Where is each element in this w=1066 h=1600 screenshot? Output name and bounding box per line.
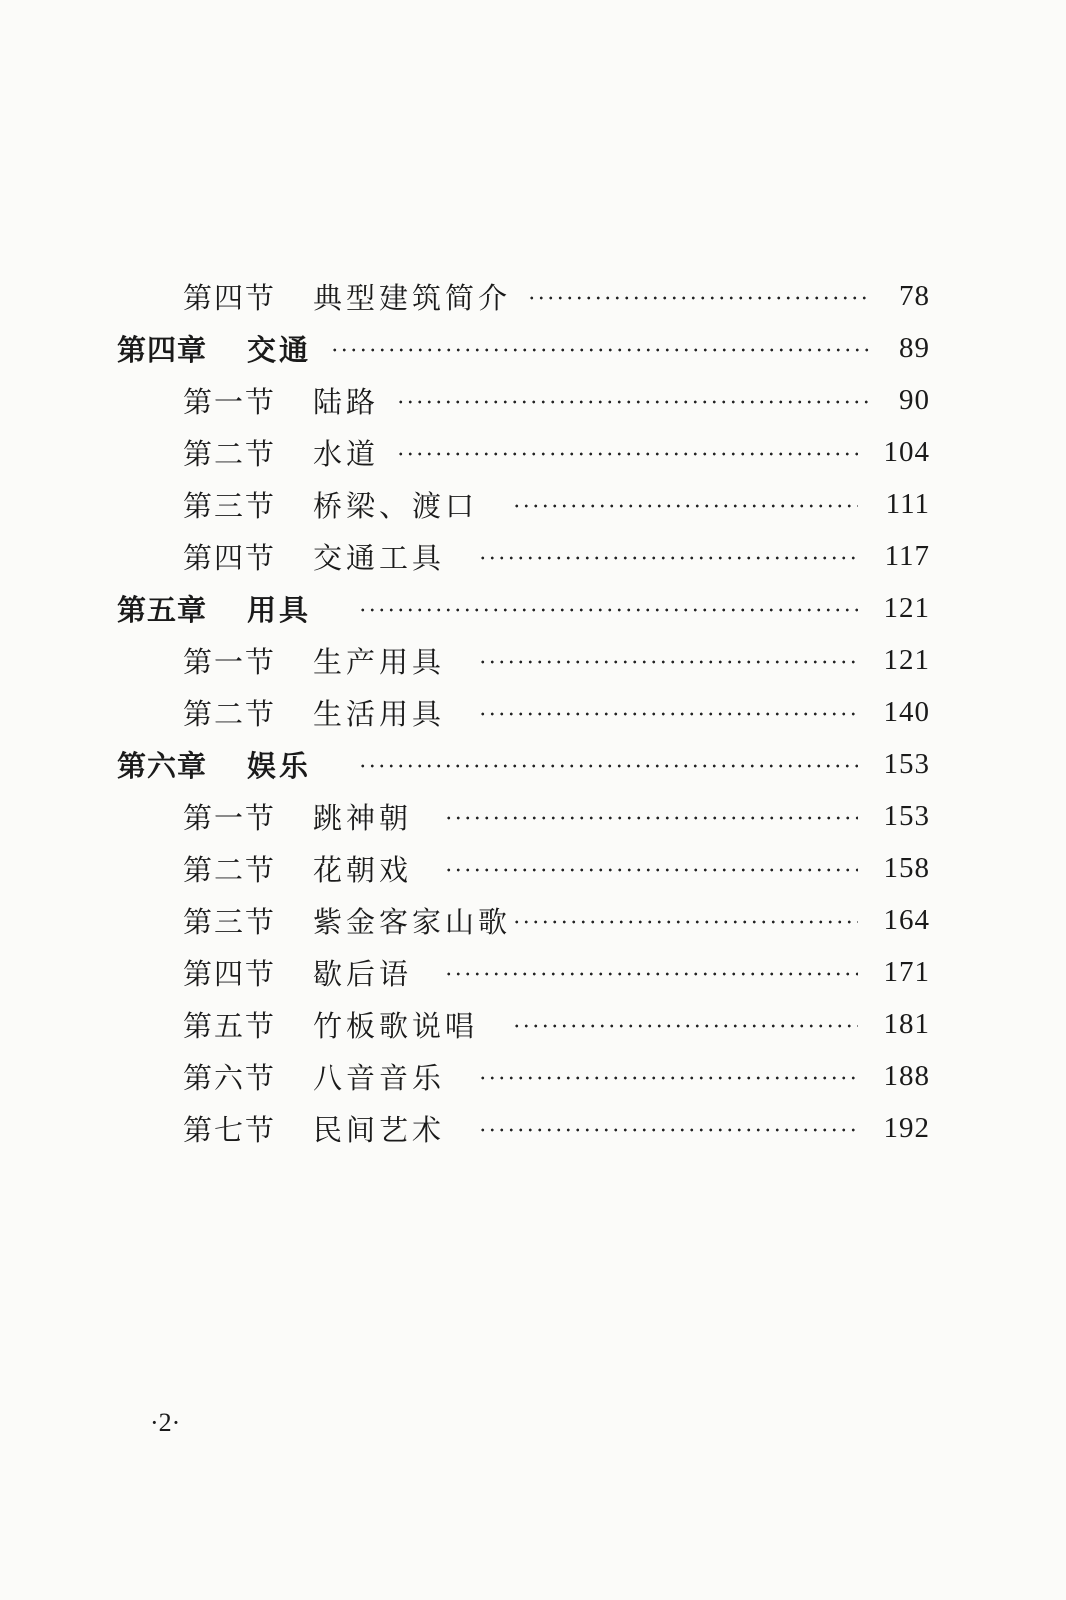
section-title: 歇后语 (313, 956, 413, 991)
section-title: 典型建筑简介 (313, 280, 512, 315)
page-number: 121 (883, 591, 930, 624)
toc-section-row[interactable] (0, 1050, 1066, 1102)
page-number: 192 (883, 1111, 930, 1144)
section-number: 第一节 (183, 644, 277, 679)
section-title: 竹板歌说唱 (313, 1008, 479, 1043)
section-title: 花朝戏 (313, 852, 413, 887)
section-number: 第六节 (183, 1060, 277, 1095)
toc-section-row[interactable] (0, 946, 1066, 998)
toc-section-row[interactable] (0, 530, 1066, 582)
toc-chapter-row[interactable] (0, 582, 1066, 634)
chapter-number: 第四章 (117, 332, 208, 367)
toc-section-row[interactable] (0, 634, 1066, 686)
chapter-title: 娱乐 (247, 748, 312, 783)
page-number: 153 (883, 747, 930, 780)
section-title: 交通工具 (313, 540, 446, 575)
toc-section-row[interactable] (0, 270, 1066, 322)
chapter-title: 用具 (247, 592, 312, 627)
page-number: 89 (899, 331, 930, 364)
page-number: 117 (884, 539, 930, 572)
page-number: 121 (883, 643, 930, 676)
dot-leader (444, 868, 858, 872)
toc-section-row[interactable] (0, 790, 1066, 842)
page-number-footer: ·2· (150, 1408, 181, 1437)
section-number: 第五节 (183, 1008, 277, 1043)
dot-leader (358, 608, 858, 612)
dot-leader (330, 348, 872, 352)
section-title: 生产用具 (313, 644, 446, 679)
page-number: 164 (883, 903, 930, 936)
section-title: 跳神朝 (313, 800, 413, 835)
section-number: 第四节 (183, 956, 277, 991)
section-number: 第二节 (183, 436, 277, 471)
section-title: 水道 (313, 436, 380, 471)
section-title: 紫金客家山歌 (313, 904, 512, 939)
page-number: 78 (899, 279, 930, 312)
page-number: 153 (883, 799, 930, 832)
toc-chapter-row[interactable] (0, 738, 1066, 790)
section-number: 第二节 (183, 852, 277, 887)
toc-section-row[interactable] (0, 686, 1066, 738)
section-title: 陆路 (313, 384, 380, 419)
toc-section-row[interactable] (0, 478, 1066, 530)
dot-leader (444, 816, 858, 820)
section-number: 第四节 (183, 540, 277, 575)
page-number: 181 (883, 1007, 930, 1040)
toc-chapter-row[interactable] (0, 322, 1066, 374)
dot-leader (396, 400, 872, 404)
dot-leader (478, 660, 858, 664)
chapter-number: 第五章 (117, 592, 208, 627)
page-number: 158 (883, 851, 930, 884)
section-title: 生活用具 (313, 696, 446, 731)
toc-section-row[interactable] (0, 894, 1066, 946)
dot-leader (444, 972, 858, 976)
chapter-number: 第六章 (117, 748, 208, 783)
dot-leader (512, 504, 858, 508)
dot-leader (396, 452, 858, 456)
page-number: 171 (883, 955, 930, 988)
section-number: 第四节 (183, 280, 277, 315)
section-title: 桥梁、渡口 (313, 488, 479, 523)
toc-section-row[interactable] (0, 998, 1066, 1050)
section-title: 八音音乐 (313, 1060, 446, 1095)
dot-leader (512, 920, 858, 924)
toc-section-row[interactable] (0, 374, 1066, 426)
page-number: 188 (883, 1059, 930, 1092)
dot-leader (478, 1128, 858, 1132)
dot-leader (512, 1024, 858, 1028)
dot-leader (478, 712, 858, 716)
dot-leader (358, 764, 858, 768)
page-number: 90 (899, 383, 930, 416)
page-number: 111 (885, 487, 930, 520)
section-number: 第一节 (183, 384, 277, 419)
dot-leader (527, 296, 872, 300)
section-number: 第三节 (183, 488, 277, 523)
page-number: 104 (883, 435, 930, 468)
section-number: 第三节 (183, 904, 277, 939)
dot-leader (478, 1076, 858, 1080)
section-number: 第一节 (183, 800, 277, 835)
dot-leader (478, 556, 858, 560)
toc-section-row[interactable] (0, 842, 1066, 894)
section-title: 民间艺术 (313, 1112, 446, 1147)
section-number: 第二节 (183, 696, 277, 731)
section-number: 第七节 (183, 1112, 277, 1147)
chapter-title: 交通 (247, 332, 312, 367)
toc-section-row[interactable] (0, 426, 1066, 478)
toc-section-row[interactable] (0, 1102, 1066, 1154)
page-number: 140 (883, 695, 930, 728)
